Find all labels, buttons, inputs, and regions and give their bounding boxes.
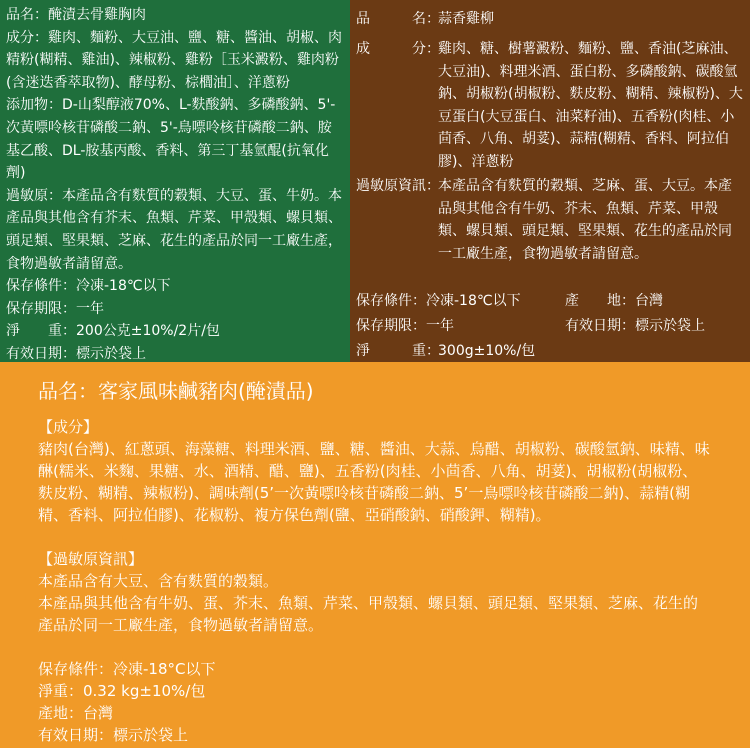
allergen-label: 過敏原資訊： [356, 178, 440, 194]
net-weight-label: 淨 重： [356, 343, 440, 359]
storage-condition: 保存條件：冷凍-18℃以下 [6, 278, 171, 295]
net-weight: 300g±10%/包 [438, 343, 536, 359]
allergen-line-2: 本產品與其他含有牛奶、蛋、芥末、魚類、芹菜、甲殼類、螺貝類、頭足類、堅果類、芝麻、花生的產品於同一工廠生產，食物過敏者請留意。 [38, 594, 699, 634]
expiry-date: 有效日期：標示於袋上 [38, 726, 189, 744]
ingredients-text: 成分：雞肉、麵粉、大豆油、鹽、糖、醬油、胡椒、肉精粉(糊精、雞油)、辣椒粉、雞粉［玉米澱粉、雞肉粉(含迷迭香萃取物)、酵母粉、棕櫚油］、洋蔥粉 [6, 29, 342, 91]
net-weight: 淨重：0.32 kg±10%/包 [38, 682, 206, 700]
label-panel-garlic-chicken [350, 0, 750, 362]
ingredients-heading: 【成分】 [38, 418, 99, 436]
additives-text: 添加物：D-山梨醇液70%、L-麩酸鈉、多磷酸鈉、5'-次黃嘌呤核苷磷酸二鈉、5'-鳥嘌呤核苷磷酸二鈉、胺基乙酸、DL-胺基丙酸、香料、第三丁基氫醌(抗氧化劑) [6, 97, 336, 182]
ingredients-text: 雞肉、糖、樹薯澱粉、麵粉、鹽、香油(芝麻油、大豆油)、料理米酒、蛋白粉、多磷酸鈉、碳酸氫鈉、胡椒粉(胡椒粉、麩皮粉、糊精、辣椒粉)、大豆蛋白(大豆蛋白、油菜籽油)、五香粉(肉桂、小茴香、八角、胡荽)、蒜精(糊精、香料、阿拉伯膠)、洋蔥粉 [438, 41, 743, 170]
net-weight: 淨 重：200公克±10%/2片/包 [6, 323, 220, 340]
label-panel-chicken-breast [0, 0, 350, 362]
shelf-life: 保存期限：一年 [6, 300, 104, 317]
origin: 產地：台灣 [38, 704, 114, 722]
allergen-heading: 【過敏原資訊】 [38, 550, 144, 568]
storage-condition: 保存條件：冷凍-18°C以下 [38, 660, 216, 678]
origin: 產 地：台灣 [565, 293, 663, 309]
label-panel-hakka-pork [0, 362, 750, 748]
allergen-line-1: 本產品含有大豆、含有麩質的穀類。 [38, 572, 279, 590]
expiry-date: 有效日期：標示於袋上 [6, 345, 146, 362]
storage-condition: 保存條件：冷凍-18℃以下 [356, 293, 521, 309]
allergen-text: 本產品含有麩質的穀類、芝麻、蛋、大豆。本產品與其他含有牛奶、芥末、魚類、芹菜、甲殼類、螺貝類、頭足類、堅果類、花生的產品於同一工廠生產，食物過敏者請留意。 [438, 178, 732, 262]
shelf-life: 保存期限：一年 [356, 318, 454, 334]
product-name: 品名：客家風味鹹豬肉(醃漬品) [38, 379, 314, 403]
name-label: 品 名： [356, 11, 440, 27]
ingredients-label: 成 分： [356, 41, 440, 57]
product-name: 蒜香雞柳 [438, 11, 494, 27]
allergen-text: 過敏原：本產品含有麩質的穀類、大豆、蛋、牛奶。本產品與其他含有芥末、魚類、芹菜、甲殼類、螺貝類、頭足類、堅果類、芝麻、花生的產品於同一工廠生產，食物過敏者請留意。 [6, 187, 342, 272]
product-name: 品名：醃漬去骨雞胸肉 [6, 7, 146, 23]
expiry-date: 有效日期：標示於袋上 [565, 318, 705, 334]
ingredients-text: 豬肉(台灣)、紅蔥頭、海藻糖、料理米酒、鹽、糖、醬油、大蒜、烏醋、胡椒粉、碳酸氫鈉、味精、味醂(糯米、米麴、果糖、水、酒精、醋、鹽)、五香粉(肉桂、小茴香、八角、胡荽)、胡椒粉(胡椒粉、麩皮粉、糊精、辣椒粉)、調味劑(5’一次黃嘌呤核苷磷酸二鈉、5’一鳥嘌呤核苷磷酸二鈉)、蒜精(糊精、香料、阿拉伯膠)、花椒粉、複方保色劑(鹽、亞硝酸鈉、硝酸鉀、糊精)。 [38, 440, 710, 524]
